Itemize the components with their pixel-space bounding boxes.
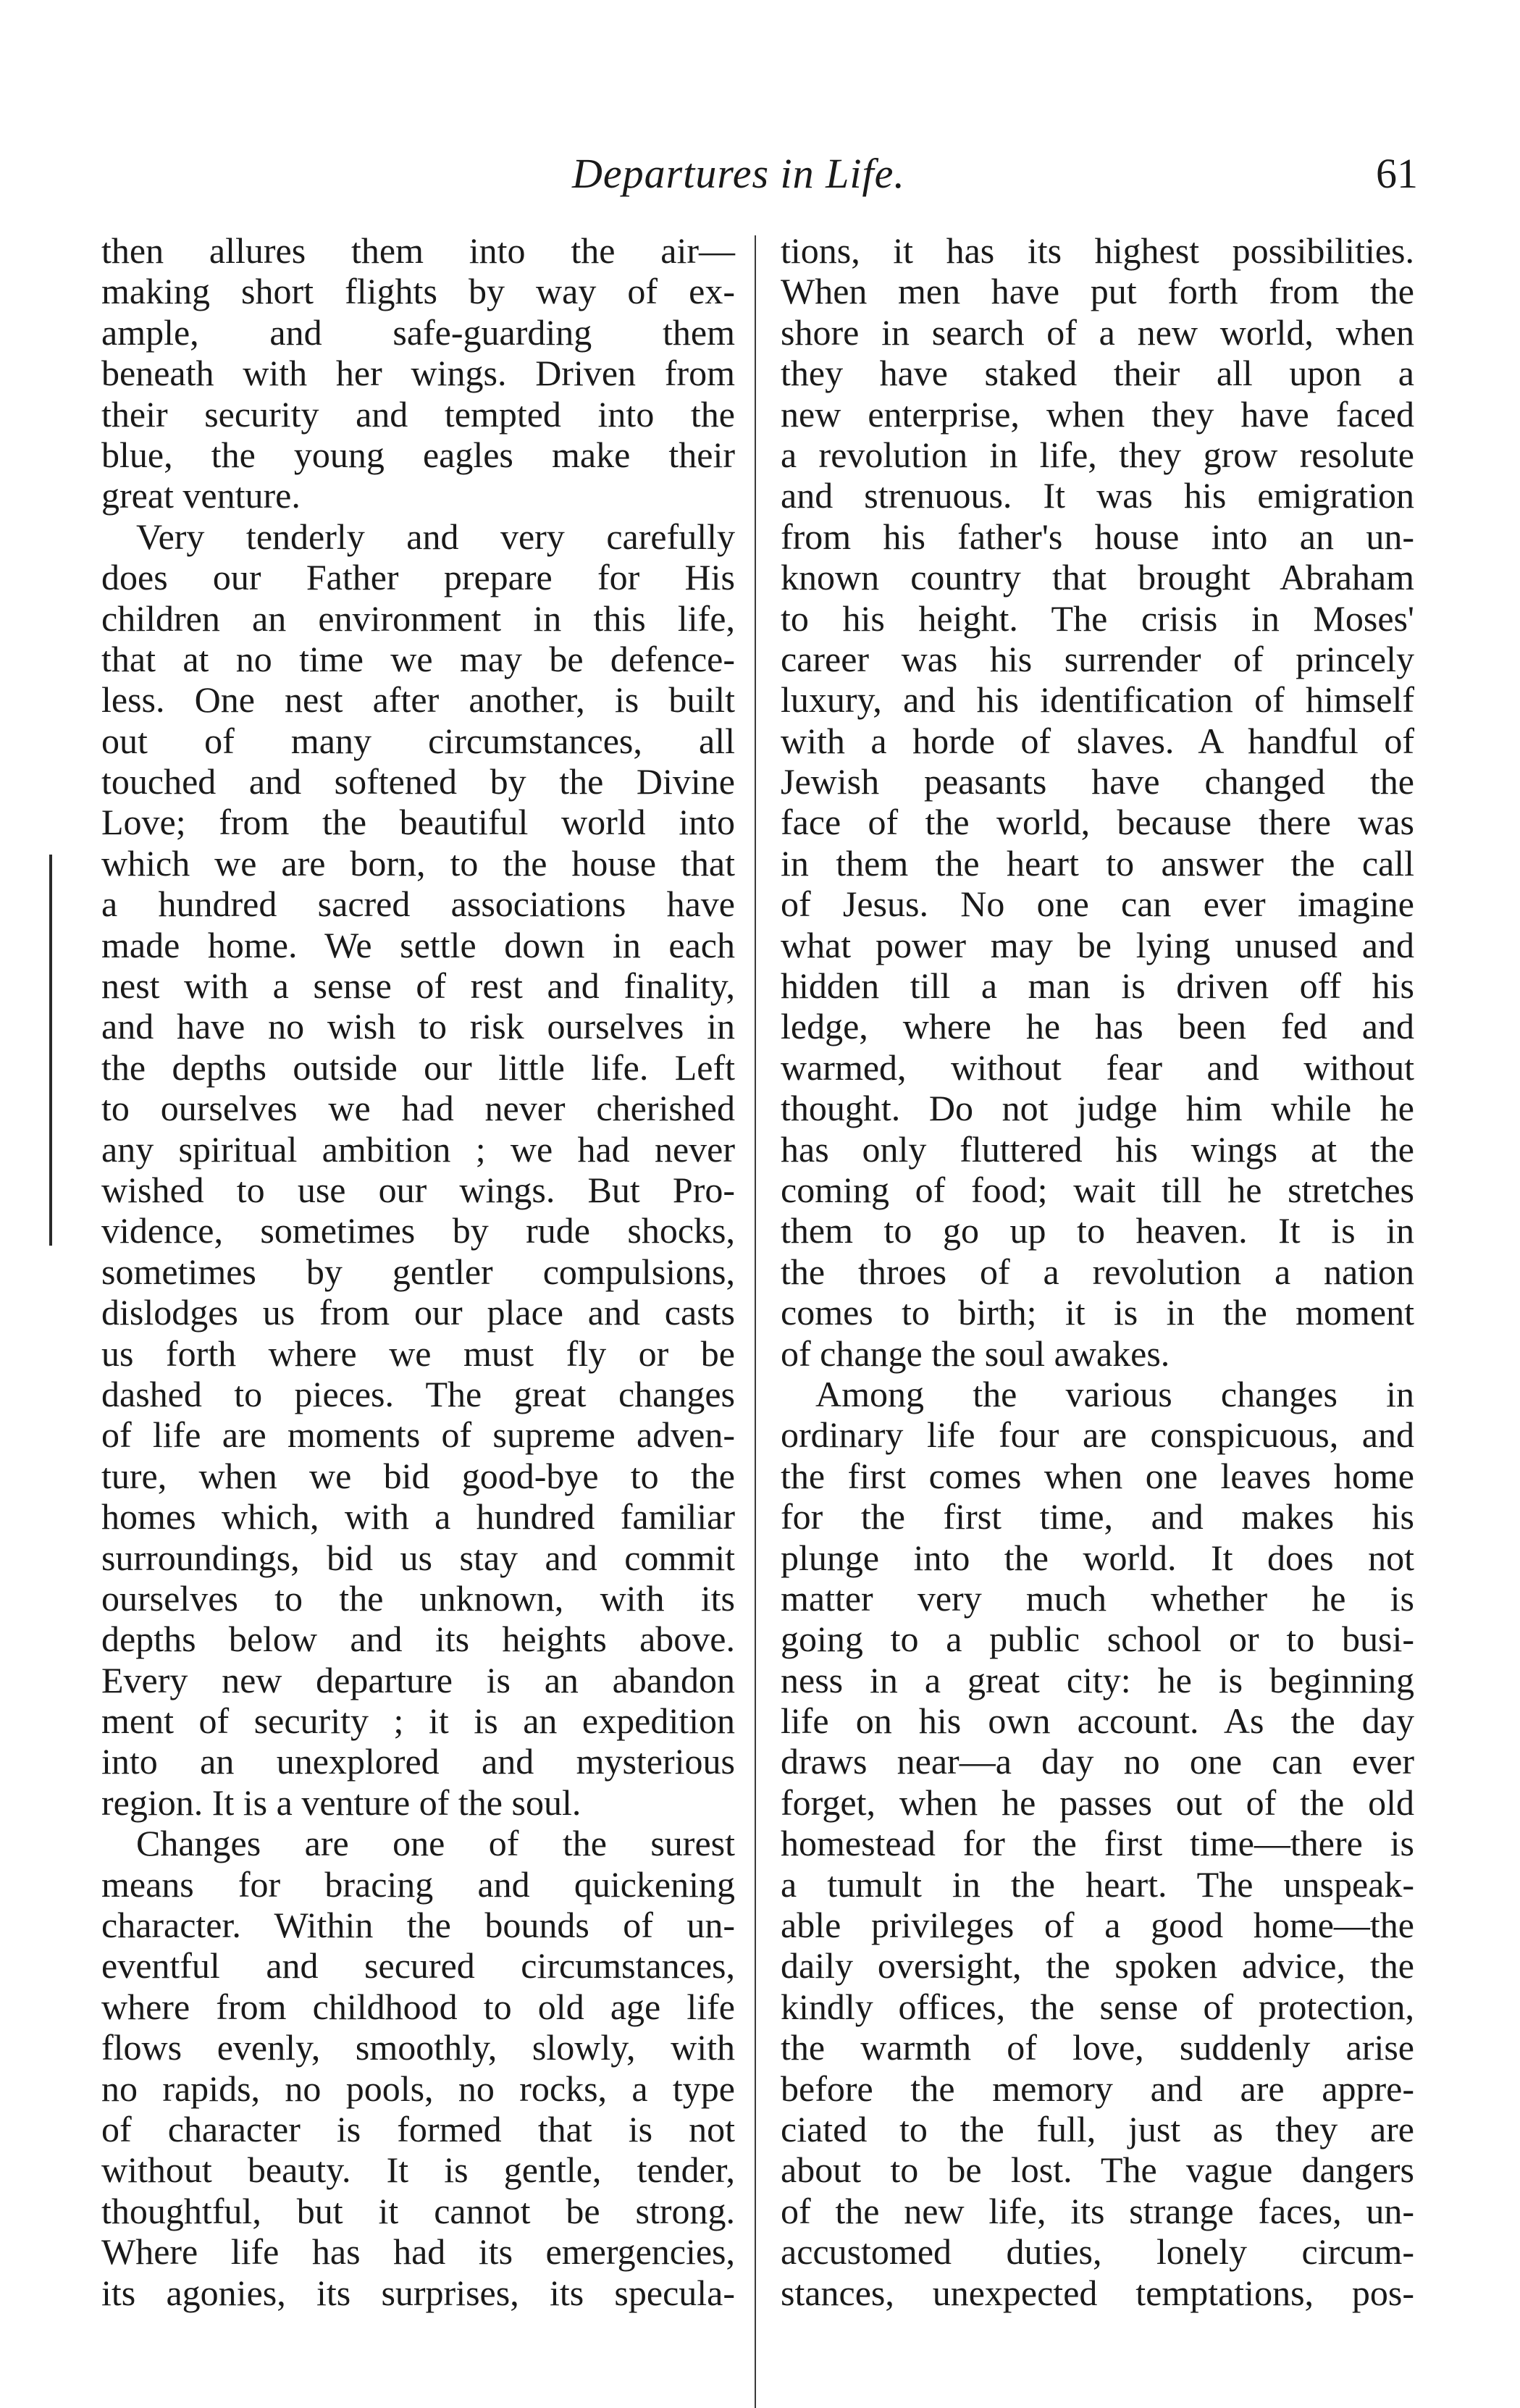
text-line: thought. Do not judge him while he — [781, 1088, 1414, 1129]
text-line: career was his surrender of princely — [781, 638, 1414, 679]
text-line: out of many circumstances, all — [101, 720, 735, 761]
text-line: ciated to the full, just as they are — [781, 2108, 1414, 2149]
text-line: of life are moments of supreme adven- — [101, 1414, 735, 1456]
text-line: does our Father prepare for His — [101, 557, 735, 598]
text-line: Jewish peasants have changed the — [781, 761, 1414, 802]
column-rule — [755, 235, 756, 2408]
text-line: character. Within the bounds of un- — [101, 1905, 735, 1946]
text-line: to his height. The crisis in Moses' — [781, 597, 1414, 639]
text-line: Where life has had its emergencies, — [101, 2231, 735, 2273]
text-line: vidence, sometimes by rude shocks, — [101, 1210, 735, 1251]
text-line: Very tenderly and very carefully — [136, 516, 735, 557]
text-line: where from childhood to old age life — [101, 1986, 735, 2027]
text-line: hidden till a man is driven off his — [781, 965, 1414, 1007]
text-line: plunge into the world. It does not — [781, 1537, 1414, 1578]
text-line: homes which, with a hundred familiar — [101, 1496, 735, 1537]
text-line: into an unexplored and mysterious — [101, 1741, 735, 1782]
text-line: means for bracing and quickening — [101, 1863, 735, 1905]
text-line: comes to birth; it is in the moment — [781, 1292, 1414, 1333]
text-line: touched and softened by the Divine — [101, 761, 735, 802]
text-line: luxury, and his identification of himself — [781, 679, 1414, 721]
text-line: Every new departure is an abandon — [101, 1659, 735, 1700]
page-header — [0, 145, 1520, 203]
text-line: made home. We settle down in each — [101, 924, 735, 965]
text-line: face of the world, because there was — [781, 802, 1414, 843]
text-line: what power may be lying unused and — [781, 924, 1414, 965]
text-line: When men have put forth from the — [781, 271, 1414, 312]
text-line: ordinary life four are conspicuous, and — [781, 1414, 1414, 1456]
text-line: wished to use our wings. But Pro- — [101, 1169, 735, 1210]
text-line: about to be lost. The vague dangers — [781, 2149, 1414, 2191]
text-line: matter very much whether he is — [781, 1577, 1414, 1619]
text-line: children an environment in this life, — [101, 597, 735, 639]
text-line: region. It is a venture of the soul. — [101, 1782, 581, 1823]
text-line: before the memory and are appre- — [781, 2068, 1414, 2109]
text-line: that at no time we may be defence- — [101, 638, 735, 679]
text-line: them to go up to heaven. It is in — [781, 1210, 1414, 1251]
text-line: Changes are one of the surest — [136, 1823, 735, 1864]
text-line: which we are born, to the house that — [101, 842, 735, 884]
text-line: homestead for the first time—there is — [781, 1823, 1414, 1864]
text-line: depths below and its heights above. — [101, 1619, 735, 1660]
running-head: Departures in Life. — [572, 150, 905, 197]
text-line: in them the heart to answer the call — [781, 842, 1414, 884]
text-line: dashed to pieces. The great changes — [101, 1373, 735, 1414]
text-line: surroundings, bid us stay and commit — [101, 1537, 735, 1578]
text-line: the depths outside our little life. Left — [101, 1046, 735, 1088]
text-line: new enterprise, when they have faced — [781, 393, 1414, 435]
text-line: less. One nest after another, is built — [101, 679, 735, 721]
text-line: of Jesus. No one can ever imagine — [781, 884, 1414, 925]
text-line: nest with a sense of rest and finality, — [101, 965, 735, 1007]
text-line: from his father's house into an un- — [781, 516, 1414, 557]
text-line: has only fluttered his wings at the — [781, 1128, 1414, 1170]
text-line: great venture. — [101, 475, 301, 516]
text-line: flows evenly, smoothly, slowly, with — [101, 2027, 735, 2068]
text-line: dislodges us from our place and casts — [101, 1292, 735, 1333]
text-line: tions, it has its highest possibilities. — [781, 230, 1414, 271]
text-line: draws near—a day no one can ever — [781, 1741, 1414, 1782]
text-line: ment of security ; it is an expedition — [101, 1700, 735, 1742]
text-line: a tumult in the heart. The unspeak- — [781, 1863, 1414, 1905]
text-line: ample, and safe-guarding them — [101, 311, 735, 353]
text-line: thoughtful, but it cannot be strong. — [101, 2190, 735, 2231]
text-line: blue, the young eagles make their — [101, 434, 735, 475]
text-line: accustomed duties, lonely circum- — [781, 2231, 1414, 2273]
text-line: to ourselves we had never cherished — [101, 1088, 735, 1129]
text-line: of the new life, its strange faces, un- — [781, 2190, 1414, 2231]
text-line: making short flights by way of ex- — [101, 271, 735, 312]
text-line: the throes of a revolution a nation — [781, 1251, 1414, 1292]
text-line: daily oversight, the spoken advice, the — [781, 1945, 1414, 1987]
left-column — [101, 230, 735, 2313]
text-line: of character is formed that is not — [101, 2108, 735, 2149]
text-line: ness in a great city: he is beginning — [781, 1659, 1414, 1700]
text-line: ledge, where he has been fed and — [781, 1006, 1414, 1047]
right-column — [781, 230, 1414, 2313]
text-line: known country that brought Abraham — [781, 557, 1414, 598]
text-line: ourselves to the unknown, with its — [101, 1577, 735, 1619]
text-line: warmed, without fear and without — [781, 1046, 1414, 1088]
text-line: kindly offices, the sense of protection, — [781, 1986, 1414, 2027]
text-line: a revolution in life, they grow resolute — [781, 434, 1414, 475]
text-line: shore in search of a new world, when — [781, 311, 1414, 353]
text-line: no rapids, no pools, no rocks, a type — [101, 2068, 735, 2109]
text-line: then allures them into the air— — [101, 230, 735, 271]
text-line: ture, when we bid good-bye to the — [101, 1455, 735, 1496]
text-line: without beauty. It is gentle, tender, — [101, 2149, 735, 2191]
text-line: coming of food; wait till he stretches — [781, 1169, 1414, 1210]
text-line: and strenuous. It was his emigration — [781, 475, 1414, 516]
text-line: its agonies, its surprises, its specula- — [101, 2272, 735, 2313]
page-number: 61 — [1376, 150, 1418, 197]
text-line: for the first time, and makes his — [781, 1496, 1414, 1537]
text-line: Among the various changes in — [815, 1373, 1414, 1414]
text-line: forget, when he passes out of the old — [781, 1782, 1414, 1823]
text-line: eventful and secured circumstances, — [101, 1945, 735, 1987]
text-line: stances, unexpected temptations, pos- — [781, 2272, 1414, 2313]
text-line: a hundred sacred associations have — [101, 884, 735, 925]
text-line: and have no wish to risk ourselves in — [101, 1006, 735, 1047]
text-line: us forth where we must fly or be — [101, 1333, 735, 1374]
text-line: any spiritual ambition ; we had never — [101, 1128, 735, 1170]
text-line: sometimes by gentler compulsions, — [101, 1251, 735, 1292]
text-line: able privileges of a good home—the — [781, 1905, 1414, 1946]
text-line: of change the soul awakes. — [781, 1333, 1170, 1374]
text-line: beneath with her wings. Driven from — [101, 353, 735, 394]
text-line: the warmth of love, suddenly arise — [781, 2027, 1414, 2068]
text-line: life on his own account. As the day — [781, 1700, 1414, 1742]
text-line: their security and tempted into the — [101, 393, 735, 435]
text-line: Love; from the beautiful world into — [101, 802, 735, 843]
text-line: the first comes when one leaves home — [781, 1455, 1414, 1496]
text-line: with a horde of slaves. A handful of — [781, 720, 1414, 761]
margin-mark — [49, 855, 52, 1246]
text-line: they have staked their all upon a — [781, 353, 1414, 394]
text-line: going to a public school or to busi- — [781, 1619, 1414, 1660]
